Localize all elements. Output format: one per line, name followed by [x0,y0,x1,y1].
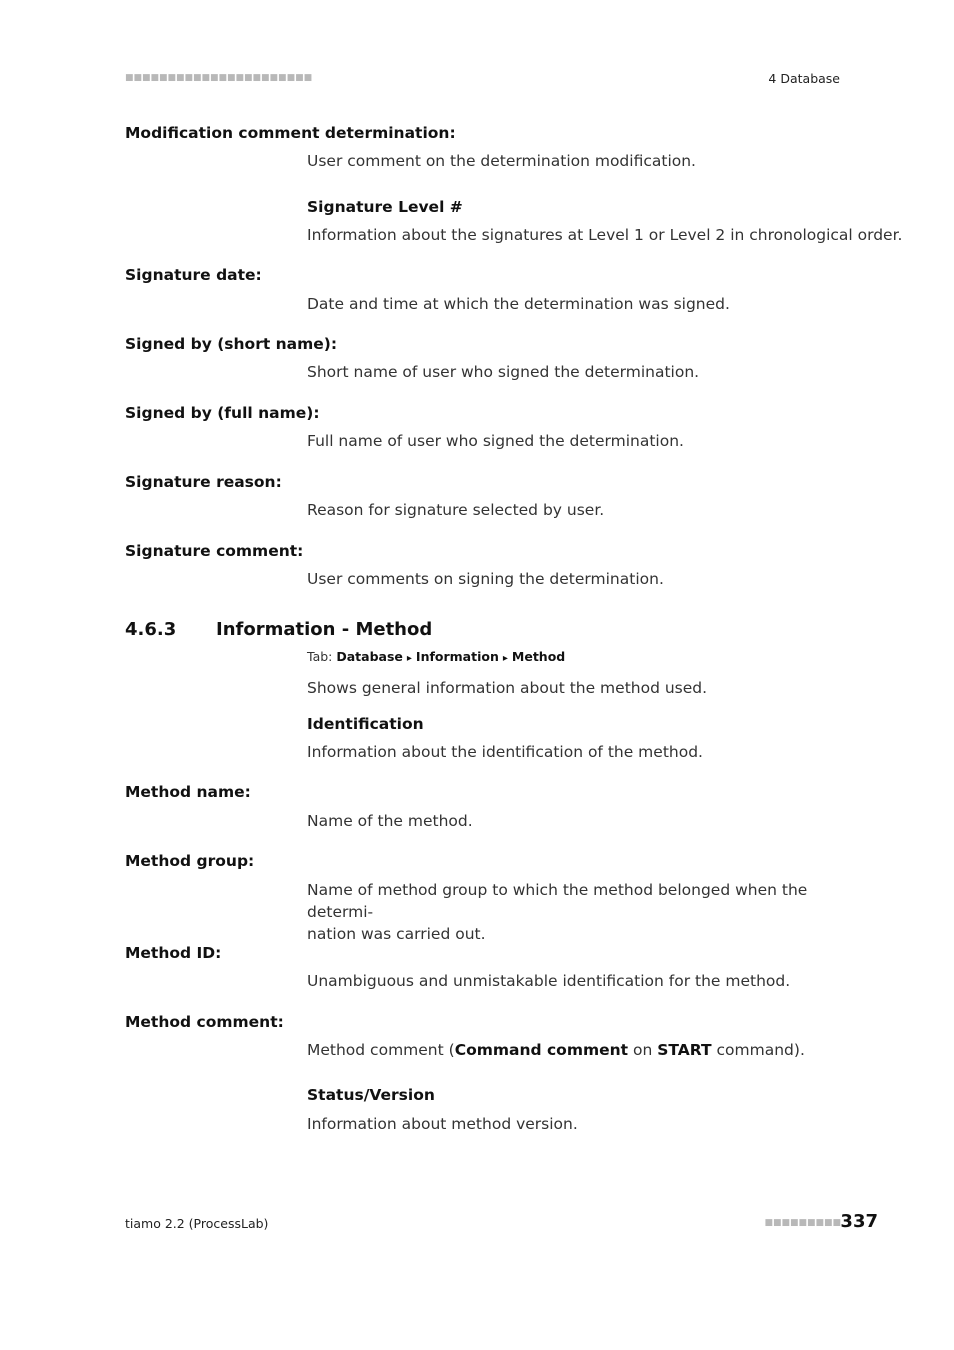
tab-path [307,649,565,664]
header-chapter: 4 Database [768,71,840,86]
tab-path-prefix: Tab: [307,649,333,664]
footer-decoration: ■■■■■■■■■ [764,1218,841,1228]
subheading-signature-level: Signature Level # [307,198,463,216]
desc-method-comment [307,1039,852,1061]
desc-method-group-line2: nation was carried out. [307,925,486,943]
tab-path-information: Information [415,649,499,664]
term-method-id: Method ID: [125,944,222,962]
section-number: 4.6.3 [125,619,177,640]
term-signature-comment: Signature comment: [125,542,304,560]
desc-signature-level: Information about the signatures at Level 1 or Level 2 in chronological order. [307,226,903,244]
section-title: Information - Method [216,619,433,640]
page-number: 337 [840,1211,878,1232]
section-intro: Shows general information about the method used. [307,679,708,697]
tab-path-method: Method [511,649,566,664]
subheading-status-version: Status/Version [307,1086,435,1104]
term-signed-by-short: Signed by (short name): [125,335,338,353]
desc-signature-date: Date and time at which the determination was signed. [307,295,730,313]
term-method-comment: Method comment: [125,1013,284,1031]
desc-signed-by-short: Short name of user who signed the determination. [307,363,700,381]
desc-method-comment-command-comment: Command comment [454,1041,629,1059]
desc-method-group [307,879,852,945]
term-signature-date: Signature date: [125,266,262,284]
arrow-right-icon: ▸ [406,653,412,664]
header-decoration: ■■■■■■■■■■■■■■■■■■■■■■ [125,73,313,83]
desc-status-version: Information about method version. [307,1115,578,1133]
desc-method-group-line1: Name of method group to which the method belonged when the determi- [307,881,808,921]
subheading-identification: Identification [307,715,424,733]
tab-path-database: Database [336,649,403,664]
term-method-group: Method group: [125,852,255,870]
term-signature-reason: Signature reason: [125,473,282,491]
desc-signature-comment: User comments on signing the determination. [307,570,664,588]
desc-identification: Information about the identification of the method. [307,743,703,761]
desc-method-id: Unambiguous and unmistakable identification for the method. [307,972,791,990]
term-signed-by-full: Signed by (full name): [125,404,320,422]
footer-product: tiamo 2.2 (ProcessLab) [125,1216,269,1231]
desc-signature-reason: Reason for signature selected by user. [307,501,605,519]
desc-method-comment-start: START [657,1041,712,1059]
desc-signed-by-full: Full name of user who signed the determination. [307,432,684,450]
desc-method-name: Name of the method. [307,812,473,830]
term-method-name: Method name: [125,783,251,801]
desc-method-comment-pre: Method comment ( [307,1041,455,1059]
desc-method-comment-mid: on [628,1041,658,1059]
desc-method-comment-post: command). [711,1041,805,1059]
desc-modification-comment-determination: User comment on the determination modification. [307,152,696,170]
term-modification-comment-determination: Modification comment determination: [125,124,456,142]
arrow-right-icon: ▸ [502,653,508,664]
